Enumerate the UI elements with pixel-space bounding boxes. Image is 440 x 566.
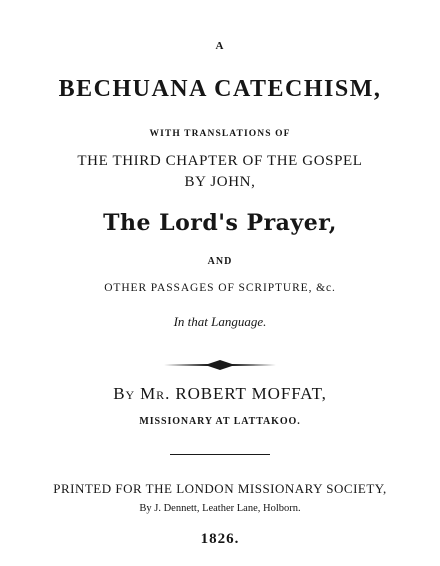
lords-prayer-heading: The Lord's Prayer, bbox=[103, 210, 337, 236]
author-line: By Mr. ROBERT MOFFAT, bbox=[113, 384, 327, 403]
book-title: BECHUANA CATECHISM, bbox=[58, 76, 382, 102]
horizontal-rule bbox=[170, 454, 270, 455]
subtitle-chapter: THE THIRD CHAPTER OF THE GOSPEL bbox=[77, 153, 363, 169]
publication-year: 1826. bbox=[200, 531, 240, 547]
author-role: MISSIONARY AT LATTAKOO. bbox=[139, 416, 301, 427]
title-article: A bbox=[215, 40, 225, 52]
printer-line: By J. Dennett, Leather Lane, Holborn. bbox=[139, 503, 301, 514]
other-passages-line: OTHER PASSAGES OF SCRIPTURE, &c. bbox=[104, 282, 336, 294]
ornament-divider-icon bbox=[164, 358, 276, 372]
conjunction-and: AND bbox=[207, 256, 233, 267]
subtitle-with-translations: WITH TRANSLATIONS OF bbox=[149, 129, 291, 139]
publisher-line: PRINTED FOR THE LONDON MISSIONARY SOCIETY, bbox=[53, 481, 387, 496]
language-note: In that Language. bbox=[173, 314, 267, 329]
subtitle-by-john: BY JOHN, bbox=[184, 174, 256, 190]
